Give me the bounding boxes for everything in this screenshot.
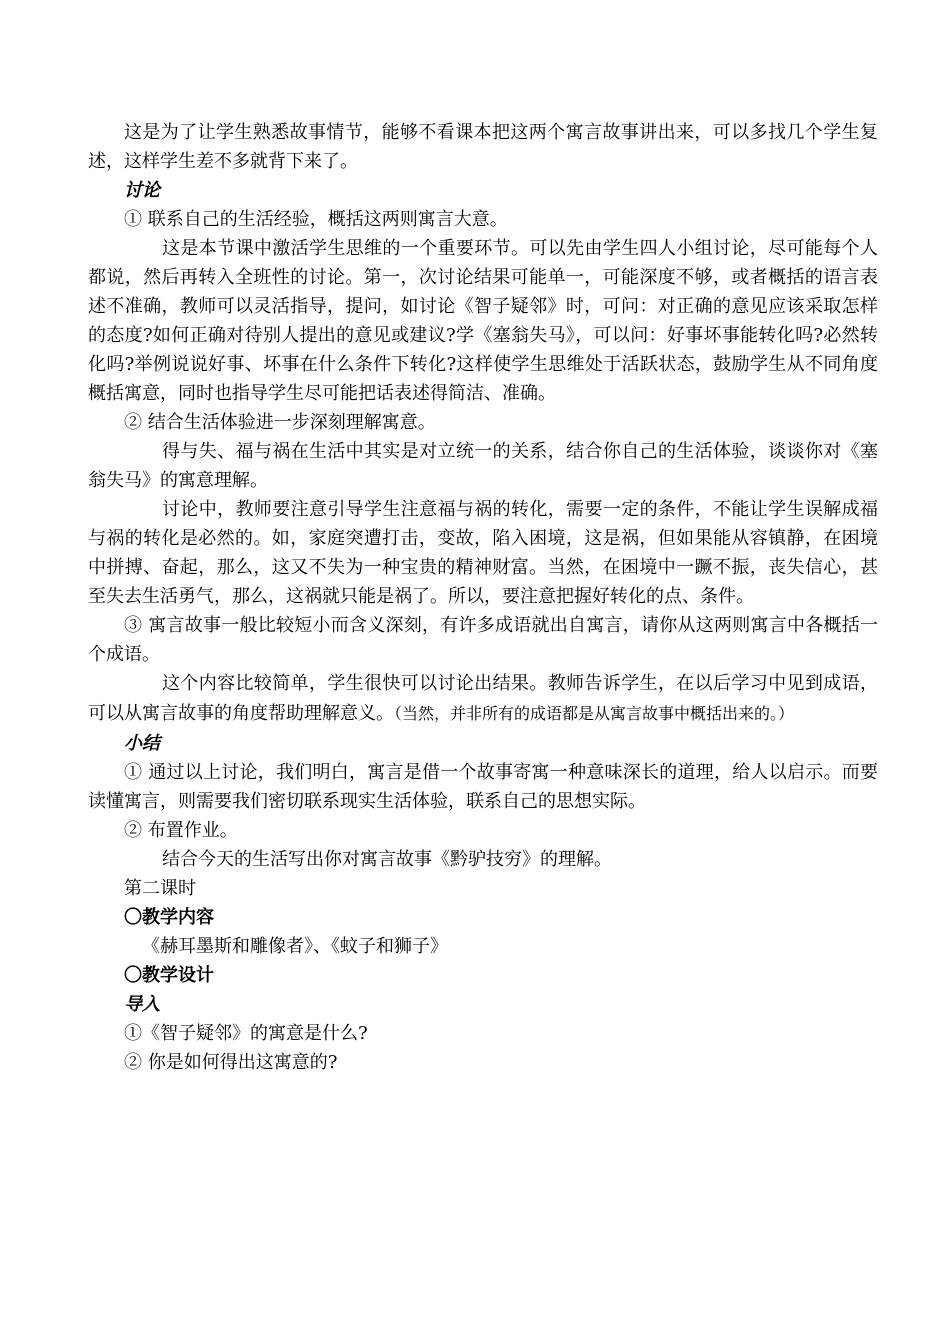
discussion-question-2: ② 结合生活体验进一步深刻理解寓意。 [124, 412, 436, 433]
section-teaching-content: 〇教学内容 [124, 907, 214, 928]
heading-summary: 小结 [124, 733, 160, 754]
paragraph-discussion-guidance: 这是本节课中激活学生思维的一个重要环节。可以先由学生四人小组讨论，尽可能每个人都说，然后再转入全班性的讨论。第一，次讨论结果可能单一，可能深度不够，或者概括的语言表述不准确，教师可以灵活指导，提问，如讨论《智子疑邻》时，可问：对正确的意见应该采取怎样的态度?如何正确对待别人提出的意见或建议?学《塞翁失马》，可以问：好事坏事能转化吗?必然转化吗?举例说说好事、坏事在什么条件下转化?这样使学生思维处于活跃状态，鼓励学生从不同角度概括寓意，同时也指导学生尽可能把话表述得简洁、准确。 [88, 238, 878, 404]
heading-discussion: 讨论 [124, 180, 160, 201]
discussion-question-1: ① 联系自己的生活经验，概括这两则寓言大意。 [124, 209, 508, 230]
section-teaching-design: 〇教学设计 [124, 965, 214, 986]
intro-question-2: ② 你是如何得出这寓意的? [124, 1052, 338, 1073]
intro-question-1: ①《智子疑邻》的寓意是什么? [124, 1023, 368, 1044]
teaching-content-items: 《赫耳墨斯和雕像者》、《蚊子和狮子》 [142, 936, 448, 957]
paragraph-idioms-note: （当然，并非所有的成语都是从寓言故事中概括出来的。） [394, 704, 795, 723]
paragraph-fortune-transform: 讨论中，教师要注意引导学生注意福与祸的转化，需要一定的条件，不能让学生误解成福与祸的转化是必然的。如，家庭突遭打击，变故，陷入困境，这是祸，但如果能从容镇静，在困境中拼搏、奋起，那么，这又不失为一种宝贵的精神财富。当然，在困境中一蹶不振，丧失信心，甚至失去生活勇气，那么，这祸就只能是祸了。所以，要注意把握好转化的点、条件。 [88, 499, 878, 607]
paragraph-homework: 结合今天的生活写出你对寓言故事《黔驴技穷》的理解。 [162, 849, 612, 870]
paragraph-idioms [88, 669, 878, 729]
paragraph-gain-loss: 得与失、福与祸在生活中其实是对立统一的关系，结合你自己的生活体验，谈谈你对《塞翁失马》的寓意理解。 [88, 441, 878, 491]
summary-point-1: ① 通过以上讨论，我们明白，寓言是借一个故事寄寓一种意味深长的道理，给人以启示。而要读懂寓言，则需要我们密切联系现实生活体验，联系自己的思想实际。 [88, 762, 878, 812]
paragraph-retelling: 这是为了让学生熟悉故事情节，能够不看课本把这两个寓言故事讲出来，可以多找几个学生复述，这样学生差不多就背下来了。 [88, 122, 878, 172]
lesson-two-title: 第二课时 [124, 878, 196, 899]
paragraph-idioms-main: 这个内容比较简单，学生很快可以讨论出结果。教师告诉学生，在以后学习中见到成语，可以从寓言故事的角度帮助理解意义。 [88, 673, 878, 724]
document-page [88, 118, 878, 1077]
discussion-question-3: ③ 寓言故事一般比较短小而含义深刻，有许多成语就出自寓言，请你从这两则寓言中各概括一个成语。 [88, 615, 878, 665]
summary-point-2: ② 布置作业。 [124, 820, 238, 841]
heading-introduction: 导入 [124, 994, 160, 1015]
